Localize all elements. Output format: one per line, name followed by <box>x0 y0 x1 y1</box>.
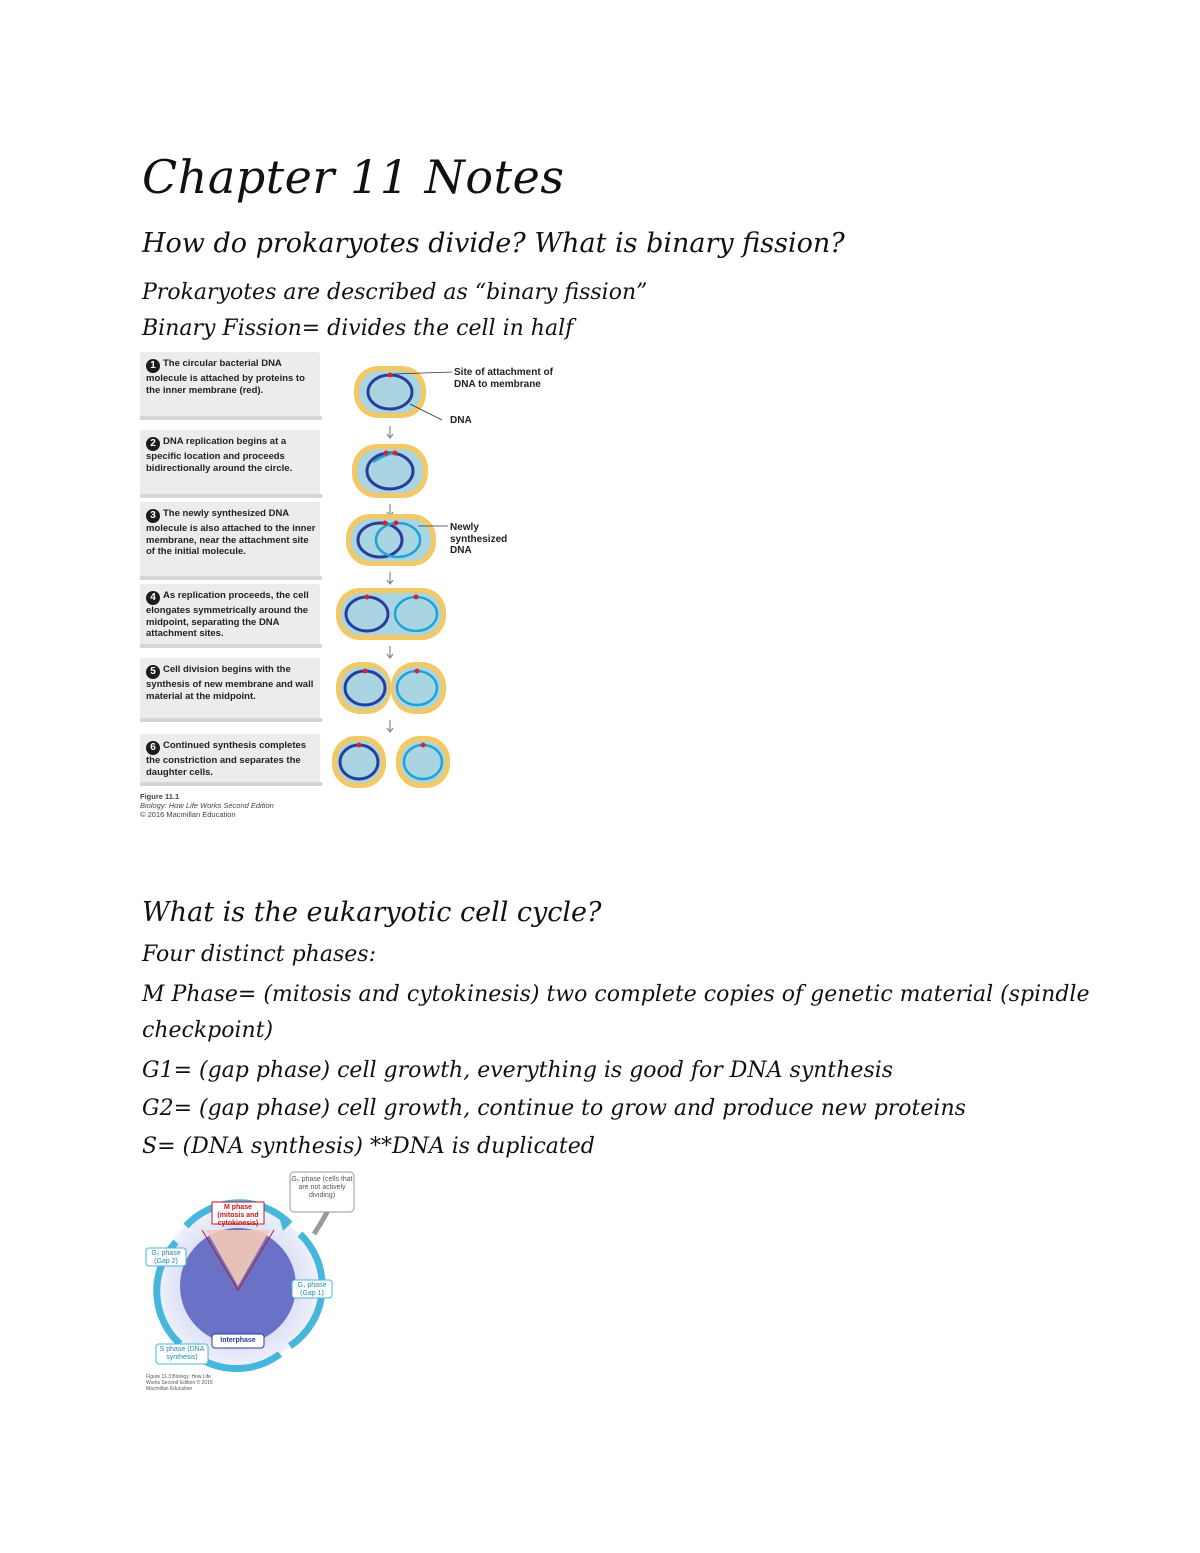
note-four-phases: Four distinct phases: <box>142 942 376 967</box>
note-binary-fission: Binary Fission= divides the cell in half <box>142 316 574 341</box>
step-text-4: As replication proceeds, the cell elongates symmetrically around the midpoint, separating the DNA attachment sites. <box>146 590 309 639</box>
step-number-6: 6 <box>146 741 160 755</box>
note-m-phase-cont: checkpoint) <box>142 1018 274 1043</box>
m-phase-label: M phase (mitosis and cytokinesis) <box>217 1204 259 1227</box>
cell-division-drawing <box>140 352 570 792</box>
step-text-6: Continued synthesis completes the constriction and separates the daughter cells. <box>146 740 307 778</box>
note-s-phase: S= (DNA synthesis) **DNA is duplicated <box>142 1134 595 1159</box>
note-prokaryotes: Prokaryotes are described as “binary fission” <box>142 280 648 305</box>
binary-fission-figure <box>140 352 570 832</box>
note-m-phase: M Phase= (mitosis and cytokinesis) two complete copies of genetic material (spindle <box>142 982 1090 1007</box>
note-g1: G1= (gap phase) cell growth, everything is good for DNA synthesis <box>142 1058 894 1083</box>
step-text-1: The circular bacterial DNA molecule is attached by proteins to the inner membrane (red). <box>146 358 305 396</box>
g2-phase-label: G₂ phase (Gap 2) <box>151 1250 181 1265</box>
step-text-2: DNA replication begins at a specific location and proceeds bidirectionally around the circle. <box>146 436 293 474</box>
cell-stage-4 <box>336 588 446 640</box>
cell-stage-1 <box>354 366 426 418</box>
page-title: Chapter 11 Notes <box>142 150 565 204</box>
step-number-4: 4 <box>146 591 160 605</box>
step-number-2: 2 <box>146 437 160 451</box>
callout-attachment-site: Site of attachment of DNA to membrane <box>454 367 553 390</box>
cell-stage-2 <box>352 444 428 498</box>
figure1-caption <box>140 792 274 819</box>
callout-dna: DNA <box>450 415 472 426</box>
step-text-5: Cell division begins with the synthesis of new membrane and wall material at the midpoint. <box>146 664 314 702</box>
g1-phase-label: G₁ phase (Gap 1) <box>297 1282 327 1297</box>
step-text-3: The newly synthesized DNA molecule is also attached to the inner membrane, near the attachment site of the initial molecule. <box>146 508 316 557</box>
cell-cycle-figure <box>140 1168 380 1398</box>
cell-stage-6 <box>332 736 450 788</box>
step-number-3: 3 <box>146 509 160 523</box>
s-phase-label: S phase (DNA synthesis) <box>159 1346 205 1361</box>
cell-stage-5 <box>336 662 446 714</box>
figure1-number: Figure 11.1 <box>140 792 180 801</box>
question-cell-cycle: What is the eukaryotic cell cycle? <box>142 897 602 928</box>
question-binary-fission: How do prokaryotes divide? What is binary fission? <box>142 228 845 259</box>
g0-phase-label: G₀ phase (cells that are not actively dividing) <box>291 1176 353 1199</box>
callout-newly-synthesized-dna: Newly synthesized DNA <box>450 522 508 556</box>
figure2-caption: Figure 11.3 Biology: How Life Works Second Edition © 2016 Macmillan Education <box>146 1374 213 1392</box>
step-number-1: 1 <box>146 359 160 373</box>
cell-stage-3 <box>346 514 436 566</box>
interphase-label: Interphase <box>220 1337 256 1344</box>
figure1-book: Biology: How Life Works Second Edition <box>140 801 274 810</box>
figure1-copyright: © 2016 Macmillan Education <box>140 810 236 819</box>
note-g2: G2= (gap phase) cell growth, continue to grow and produce new proteins <box>142 1096 966 1121</box>
step-number-5: 5 <box>146 665 160 679</box>
